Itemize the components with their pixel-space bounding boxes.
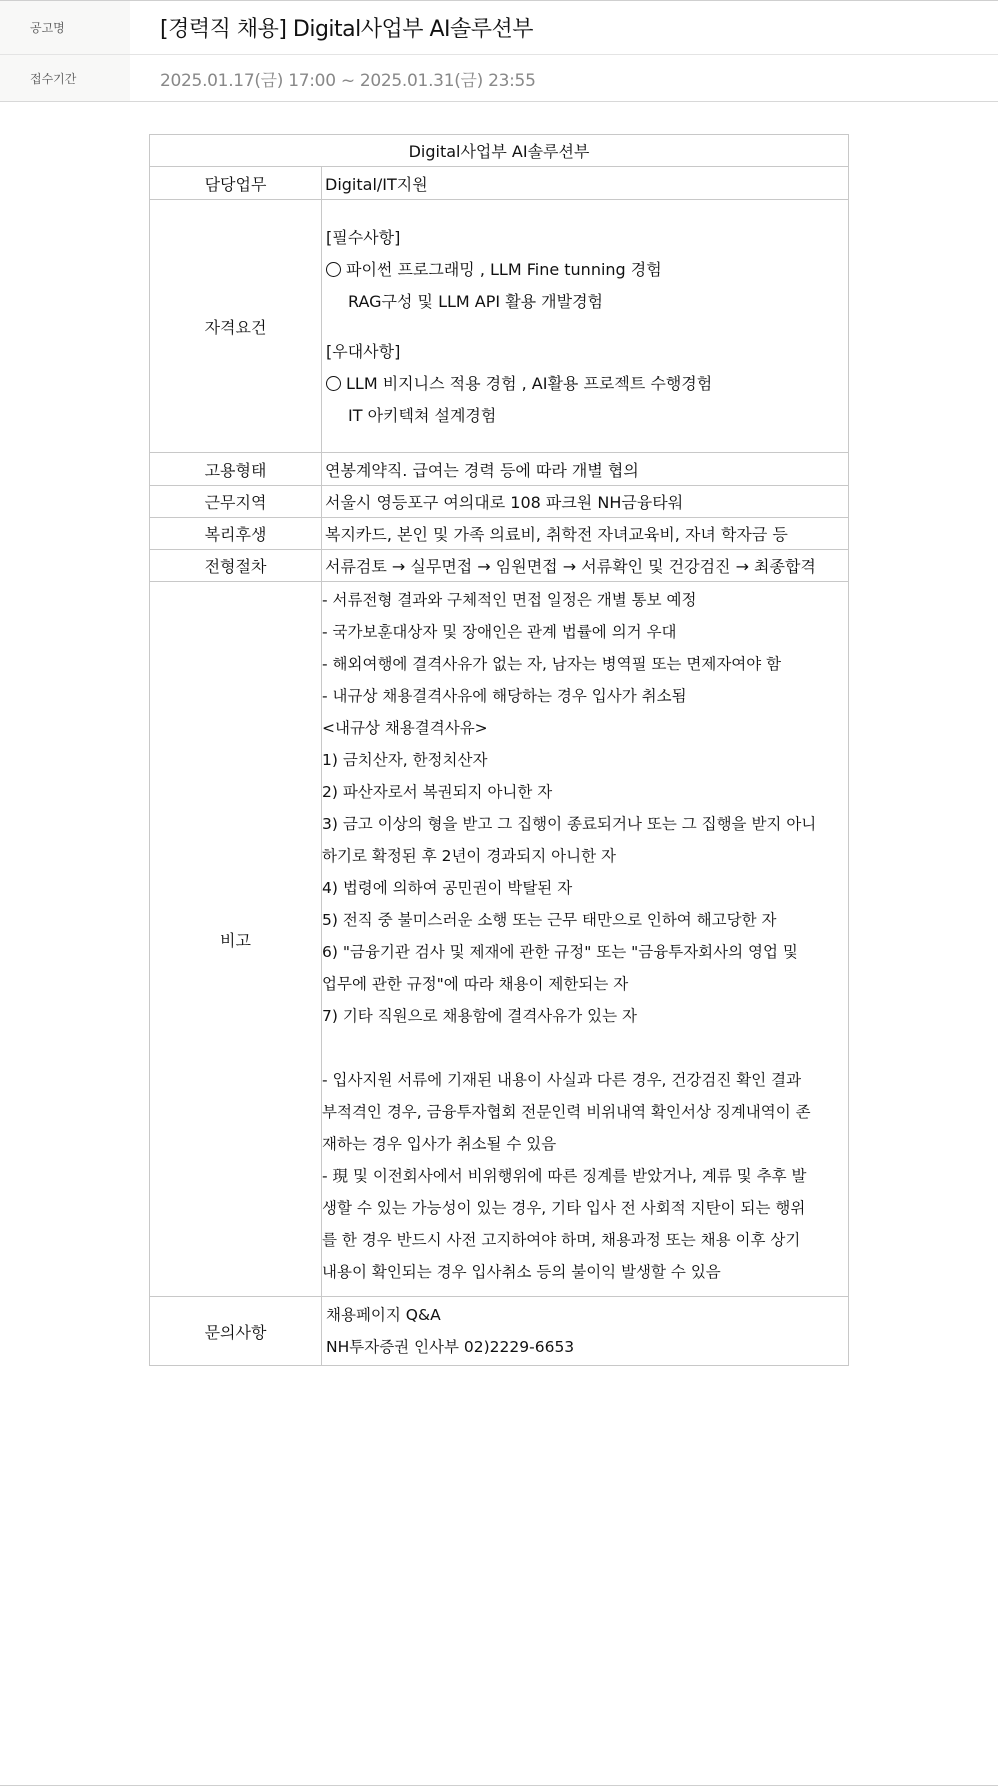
circle-bullet-icon [326,376,341,391]
required-line-1: 파이썬 프로그래밍 , LLM Fine tunning 경험 [346,260,662,279]
remarks-line: - 해외여행에 결격사유가 없는 자, 남자는 병역필 또는 면제자여야 함 [322,655,782,673]
job-detail-table [149,134,849,1366]
remarks-line: - 서류전형 결과와 구체적인 면접 일정은 개별 통보 예정 [322,591,697,609]
remarks-line: - 現 및 이전회사에서 비위행위에 따른 징계를 받았거나, 계류 및 추후 발 [322,1167,807,1185]
application-period-row [0,55,998,102]
work-location-value: 서울시 영등포구 여의대로 108 파크원 NH금융타워 [322,486,849,518]
duty-value: Digital/IT지원 [322,167,849,200]
preferred-title: [우대사항] [326,342,401,361]
remarks-line: - 입사지원 서류에 기재된 내용이 사실과 다른 경우, 건강검진 확인 결과 [322,1071,802,1089]
process-label: 전형절차 [150,550,322,582]
benefits-value: 복지카드, 본인 및 가족 의료비, 취학전 자녀교육비, 자녀 학자금 등 [322,518,849,550]
inquiry-value [322,1297,849,1366]
remarks-line: <내규상 채용결격사유> [322,719,488,737]
remarks-line: 부적격인 경우, 금융투자협회 전문인력 비위내역 확인서상 징계내역이 존 [322,1103,811,1121]
remarks-label: 비고 [150,582,322,1297]
department-title: Digital사업부 AI솔루션부 [150,135,849,167]
preferred-line-1: LLM 비지니스 적용 경험 , AI활용 프로젝트 수행경험 [346,374,713,393]
remarks-line: 하기로 확정된 후 2년이 경과되지 아니한 자 [322,847,616,865]
remarks-value [322,582,849,1297]
remarks-line: 내용이 확인되는 경우 입사취소 등의 불이익 발생할 수 있음 [322,1263,721,1281]
remarks-line: 5) 전직 중 불미스러운 소행 또는 근무 태만으로 인하여 해고당한 자 [322,911,777,929]
remarks-line: 1) 금치산자, 한정치산자 [322,751,488,769]
employment-type-value: 연봉계약직. 급여는 경력 등에 따라 개별 협의 [322,453,849,486]
posting-title-label: 공고명 [0,1,130,54]
remarks-line: - 국가보훈대상자 및 장애인은 관계 법률에 의거 우대 [322,623,677,641]
remarks-line: 를 한 경우 반드시 사전 고지하여야 하며, 채용과정 또는 채용 이후 상기 [322,1231,801,1249]
qualification-value [322,200,849,453]
remarks-blank-line [322,1032,848,1064]
remarks-line: 생할 수 있는 가능성이 있는 경우, 기타 입사 전 사회적 지탄이 되는 행위 [322,1199,806,1217]
remarks-line: 2) 파산자로서 복권되지 아니한 자 [322,783,553,801]
benefits-label: 복리후생 [150,518,322,550]
remarks-line: 재하는 경우 입사가 취소될 수 있음 [322,1135,557,1153]
remarks-line: 6) "금융기관 검사 및 제재에 관한 규정" 또는 "금융투자회사의 영업 및 [322,943,798,961]
required-line-2: RAG구성 및 LLM API 활용 개발경험 [348,292,604,311]
qualification-label: 자격요건 [150,200,322,453]
remarks-line: - 내규상 채용결격사유에 해당하는 경우 입사가 취소됨 [322,687,687,705]
inquiry-qa: 채용페이지 Q&A [326,1306,441,1324]
remarks-line: 7) 기타 직원으로 채용함에 결격사유가 있는 자 [322,1007,637,1025]
application-period-label: 접수기간 [0,55,130,101]
application-period: 2025.01.17(금) 17:00 ~ 2025.01.31(금) 23:55 [160,70,536,91]
inquiry-phone: NH투자증권 인사부 02)2229-6653 [326,1338,575,1356]
inquiry-label: 문의사항 [150,1297,322,1366]
remarks-line: 업무에 관한 규정"에 따라 채용이 제한되는 자 [322,975,629,993]
duty-label: 담당업무 [150,167,322,200]
posting-title: [경력직 채용] Digital사업부 AI솔루션부 [160,17,534,42]
posting-title-row [0,1,998,55]
work-location-label: 근무지역 [150,486,322,518]
remarks-line: 4) 법령에 의하여 공민권이 박탈된 자 [322,879,573,897]
required-title: [필수사항] [326,228,401,247]
preferred-line-2: IT 아키텍쳐 설계경험 [348,406,497,425]
circle-bullet-icon [326,262,341,277]
employment-type-label: 고용형태 [150,453,322,486]
process-value: 서류검토 → 실무면접 → 임원면접 → 서류확인 및 건강검진 → 최종합격 [322,550,849,582]
remarks-line: 3) 금고 이상의 형을 받고 그 집행이 종료되거나 또는 그 집행을 받지 아니 [322,815,817,833]
